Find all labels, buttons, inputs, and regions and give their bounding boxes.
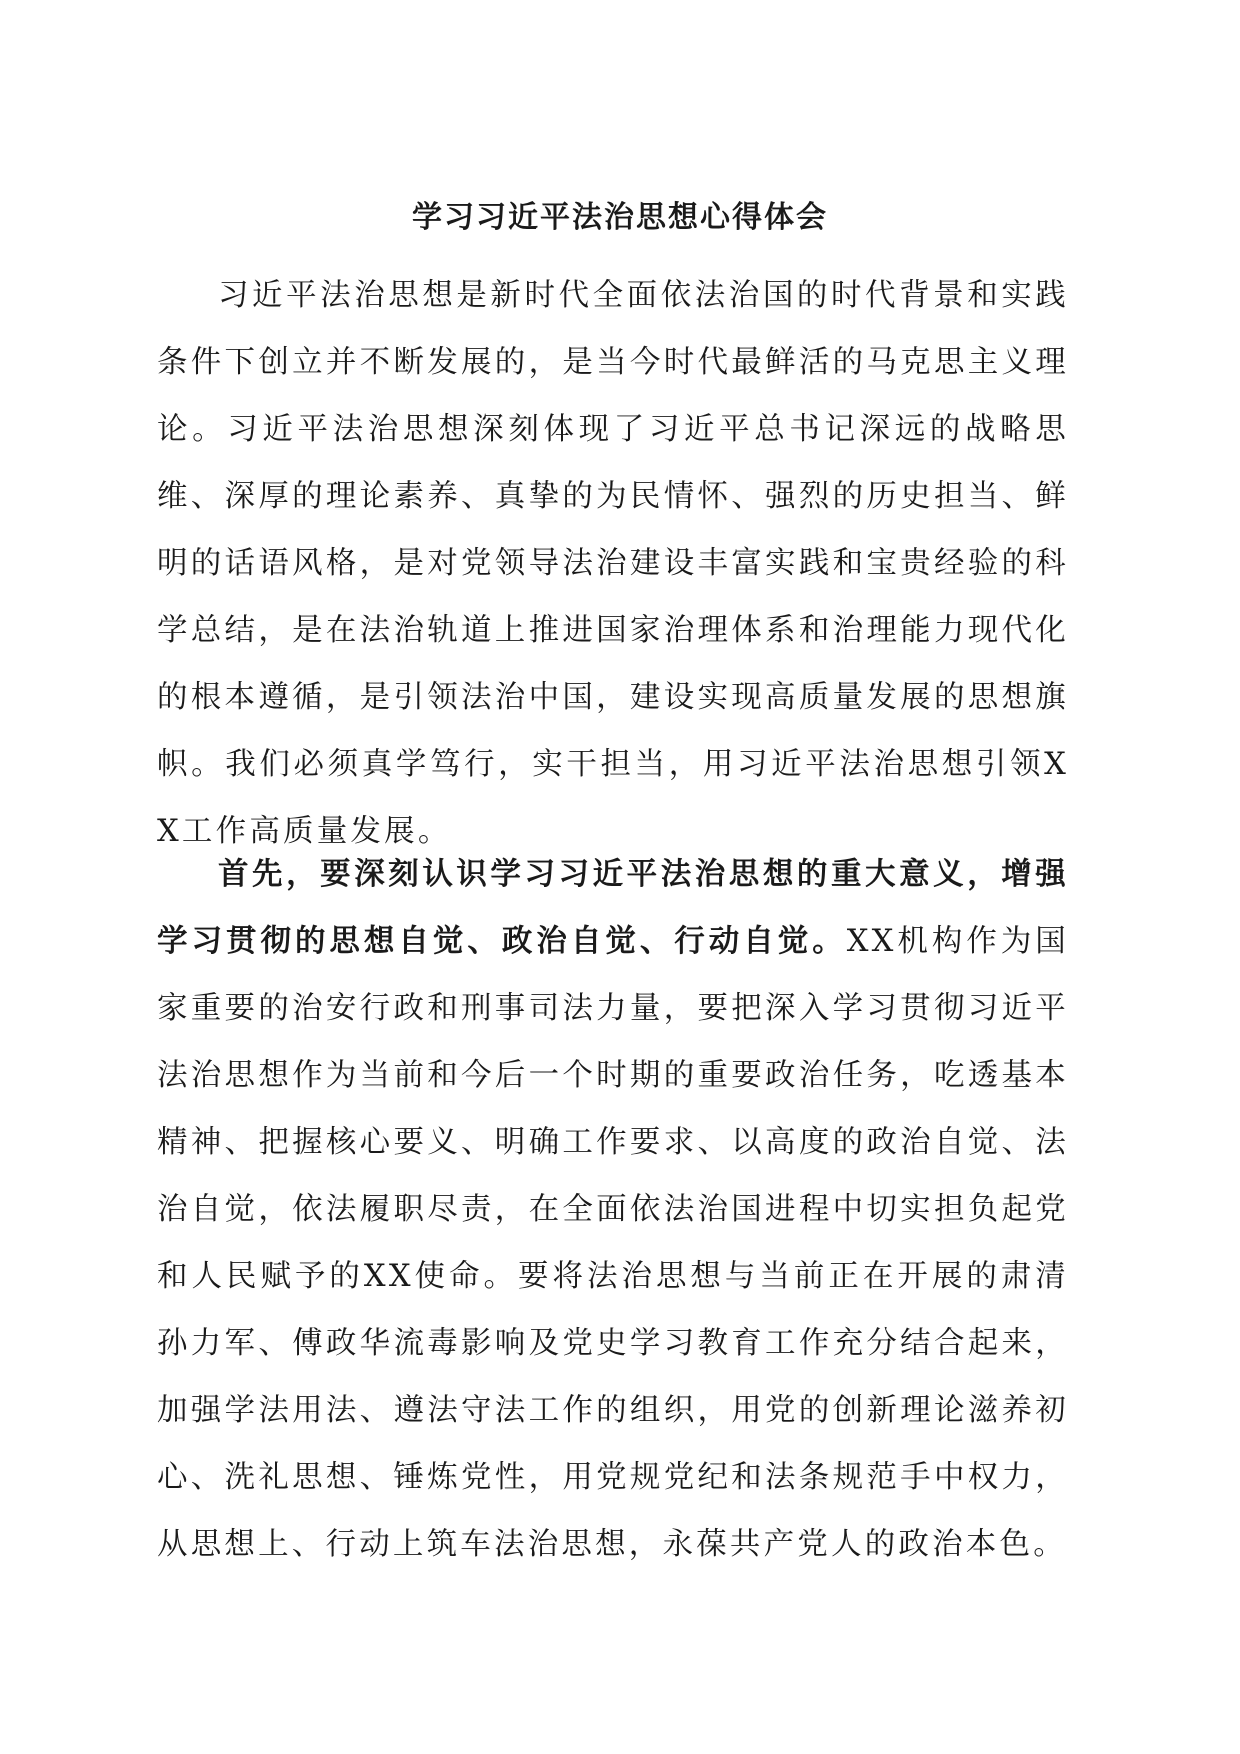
paragraph-body-text: XX机构作为国家重要的治安行政和刑事司法力量，要把深入学习贯彻习近平法治思想作为当前和今后一个时期的重要政治任务，吃透基本精神、把握核心要义、明确工作要求、以高度的政治自觉、法治自觉，依法履职尽责，在全面依法治国进程中切实担负起党和人民赋予的XX使命。要将法治思想与当前正在开展的肃清孙力军、傅政华流毒影响及党史学习教育工作充分结合起来，加强学法用法、遵法守法工作的组织，用党的创新理论滋养初心、洗礼思想、锤炼党性，用党规党纪和法条规范手中权力，从思想上、行动上筑车法治思想，永葆共产党人的政治本色。: [157, 924, 1070, 1562]
document-title: 学习习近平法治思想心得体会: [412, 200, 828, 235]
paragraph-first-point: [157, 841, 1069, 1578]
paragraph-intro: 习近平法治思想是新时代全面依法治国的时代背景和实践条件下创立并不断发展的，是当今时代最鲜活的马克思主义理论。习近平法治思想深刻体现了习近平总书记深远的战略思维、深厚的理论素养、真挚的为民情怀、强烈的历史担当、鲜明的话语风格，是对党领导法治建设丰富实践和宝贵经验的科学总结，是在法治轨道上推进国家治理体系和治理能力现代化的根本遵循，是引领法治中国，建设实现高质量发展的思想旗帜。我们必须真学笃行，实干担当，用习近平法治思想引领XX工作高质量发展。: [157, 278, 1069, 849]
paragraph-lead-sentence: 首先，要深刻认识学习习近平法治思想的重大意义，增强学习贯彻的思想自觉、政治自觉、行动自觉。: [157, 856, 1069, 959]
